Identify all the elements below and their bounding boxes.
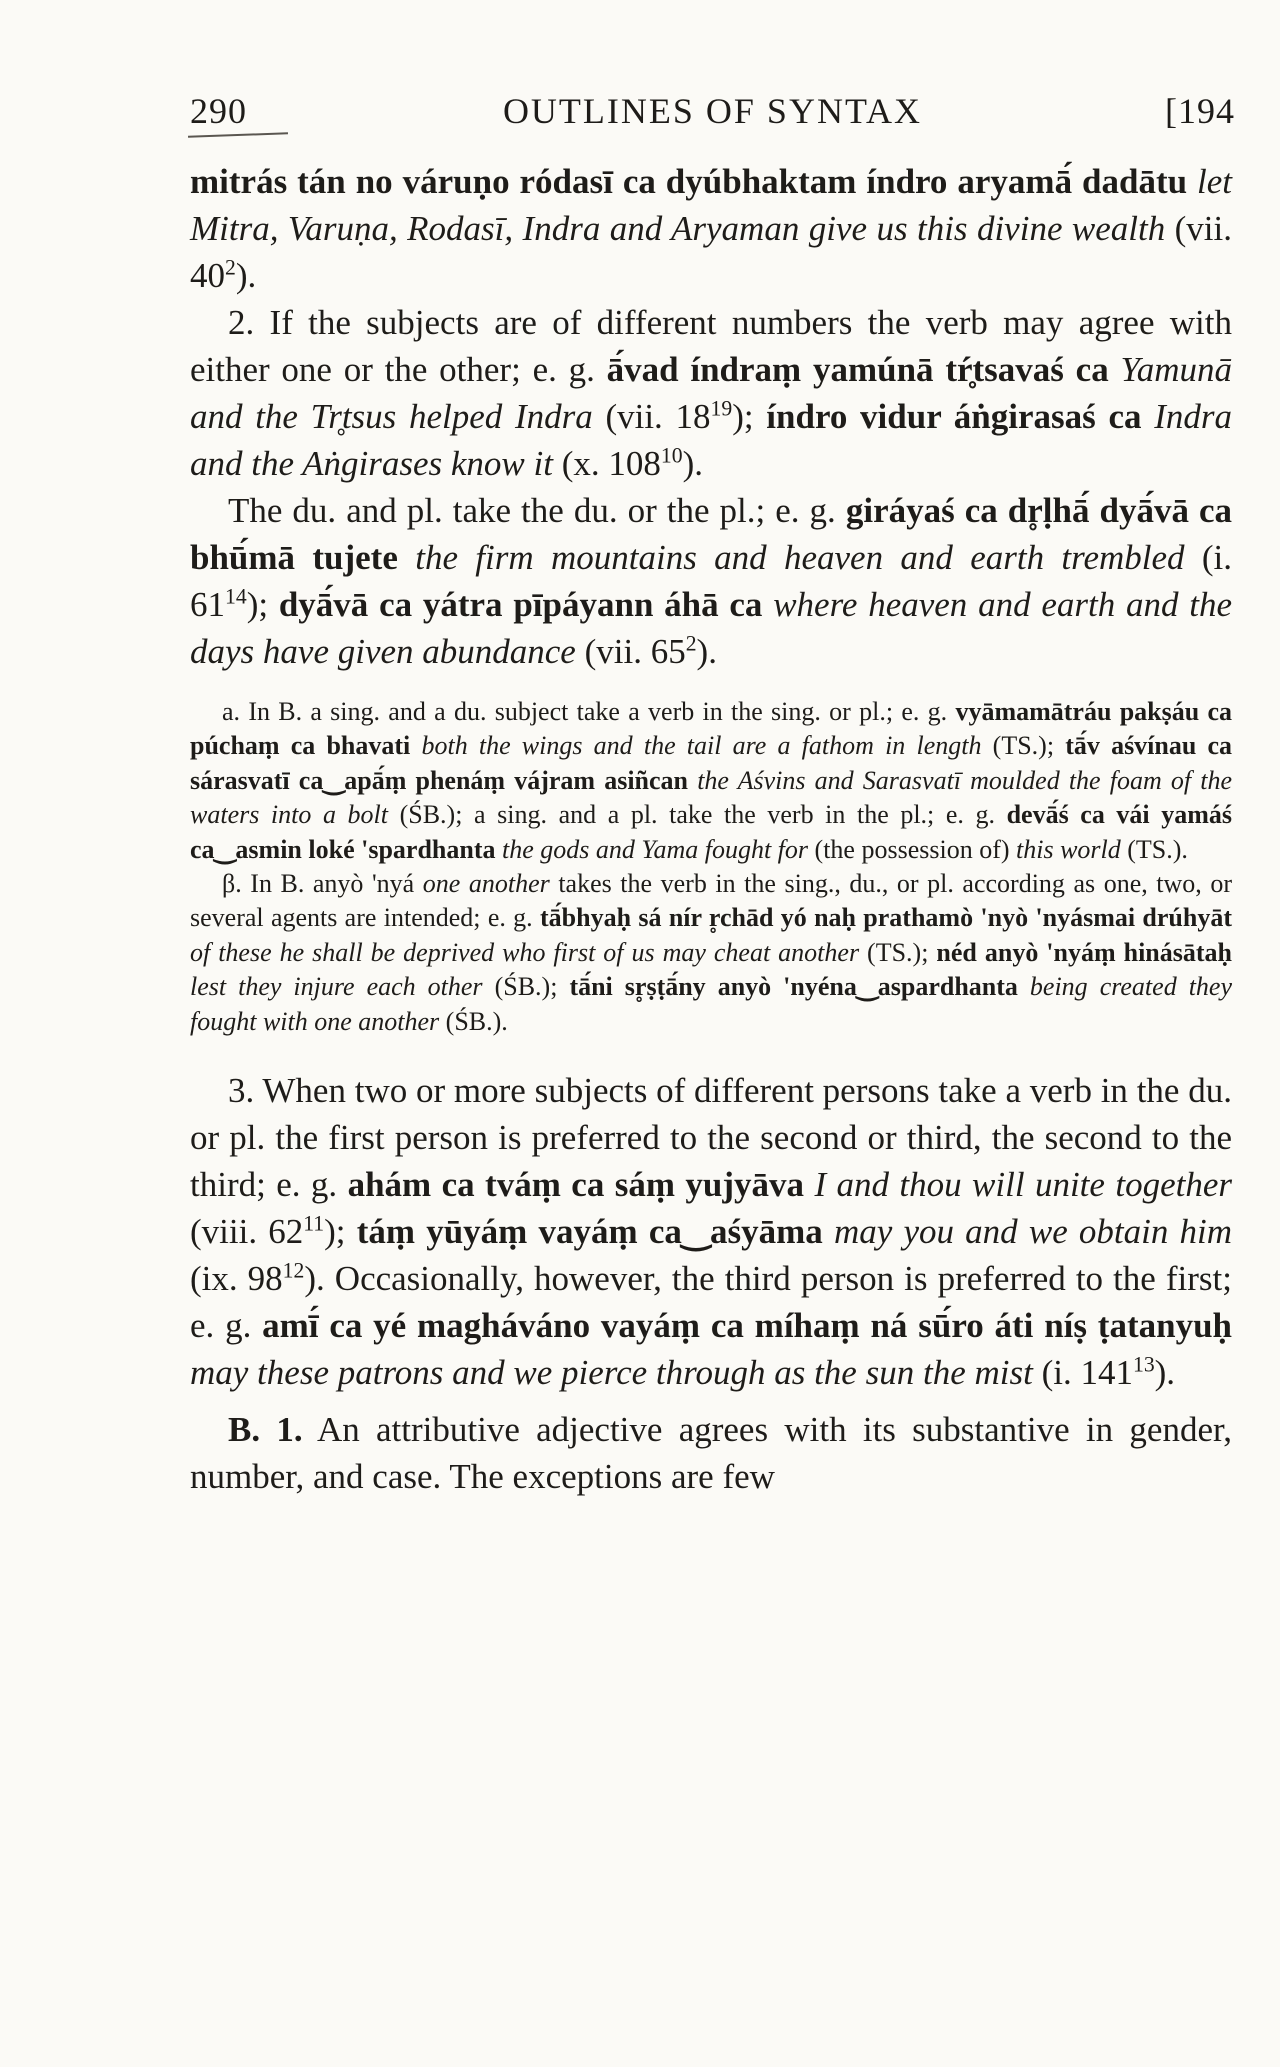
translation-text: may these patrons and we pierce through as the sun the mist	[190, 1353, 1033, 1393]
translation-text: being created they fought with one another	[190, 972, 1233, 1036]
citation: (x. 108	[561, 444, 661, 483]
translation-text: the Aśvins and Sarasvatī moulded the foam of the waters into a bolt	[190, 765, 1233, 830]
sanskrit-text: ahám ca tváṃ ca sáṃ yujyāva	[347, 1165, 805, 1205]
punctuation: ).	[1154, 1353, 1176, 1393]
sanskrit-text: amī́ ca yé magháváno vayáṃ ca míhaṃ ná sū́ro áti níṣ ṭatanyuḥ	[262, 1306, 1233, 1346]
sanskrit-text: índro vidur áṅgirasaś ca	[766, 397, 1142, 436]
citation-sup: 2	[685, 631, 697, 656]
citation-sup: 14	[225, 584, 247, 609]
punctuation: );	[246, 585, 269, 624]
translation-text: the gods and Yama fought for	[502, 834, 809, 864]
citation-sup: 19	[710, 396, 733, 421]
rule-text: 2. If the subjects are of different numbers the verb may agree with either one or the other; e. g.	[190, 303, 1232, 389]
sanskrit-text: néd anyò 'nyáṃ hinásātaḥ	[936, 937, 1232, 967]
paragraph-rule-b1	[190, 1406, 1232, 1500]
rule-text: 3. When two or more subjects of different persons take a verb in the du. or pl. the first person is preferred to the second or third, the second to the third; e. g.	[190, 1071, 1232, 1205]
note-text: takes the verb in the sing., du., or pl. according as one, two, or several agents are intended; e. g.	[190, 869, 1233, 933]
sanskrit-text: mitrás tán no váruṇo ródasī ca dyúbhaktam índro aryamā́ dadātu	[190, 162, 1188, 201]
citation-sup: 12	[282, 1258, 305, 1283]
sanskrit-text: devā́ś ca vái yamáś ca‿asmin loké 'spardhanta	[190, 800, 1232, 864]
translation-text: where heaven and earth and the days have given abundance	[190, 585, 1232, 671]
paragraph-rule-3	[190, 1067, 1232, 1396]
translation-text: I and thou will unite together	[814, 1165, 1232, 1205]
sanskrit-text: ā́vad índraṃ yamúnā tŕ̥tsavaś ca	[606, 350, 1109, 389]
paragraph-dual-plural	[190, 487, 1232, 675]
sanskrit-text: giráyaś ca dr̥ḷhā́ dyā́vā ca bhū́mā tujete	[190, 491, 1233, 577]
note-beta	[190, 867, 1232, 1039]
sanskrit-text: tā́bhyaḥ sá nír r̥chād yó naḥ prathamò 'nyò 'nyásmai drúhyāt	[540, 903, 1232, 933]
translation-text: both the wings and the tail are a fathom in length	[421, 731, 982, 761]
rule-text: An attributive adjective agrees with its substantive in gender, number, and case. The exceptions are few	[190, 1410, 1232, 1497]
citation-sup: 13	[1132, 1352, 1155, 1377]
translation-text: Yamunā and the Tr̥tsus helped Indra	[190, 350, 1233, 436]
punctuation: );	[324, 1212, 346, 1252]
citation: (TS.).	[1127, 834, 1188, 864]
citation: (vii. 65	[584, 632, 686, 671]
note-text: (ŚB.); a sing. and a pl. take the verb in the pl.; e. g.	[399, 800, 995, 830]
translation-text: may you and we obtain him	[833, 1212, 1233, 1252]
punctuation: );	[732, 397, 754, 436]
page-header	[190, 82, 1235, 142]
citation: (i. 141	[1041, 1353, 1133, 1393]
punctuation: ).	[235, 256, 257, 295]
sanskrit-text: dyā́vā ca yátra pīpáyann áhā ca	[278, 585, 763, 624]
translation-text: this world	[1016, 834, 1121, 864]
translation-text: the firm mountains and heaven and earth trembled	[415, 538, 1185, 577]
note-alpha	[190, 695, 1232, 867]
citation: (ŚB.);	[494, 972, 558, 1002]
paragraph-example-mitra	[190, 158, 1232, 299]
translation-text: one another	[422, 869, 550, 899]
sanskrit-text: tā́ni sr̥ṣṭā́ny anyò 'nyéna‿aspardhanta	[569, 972, 1018, 1002]
sanskrit-text: táṃ yūyáṃ vayáṃ ca‿aśyāma	[356, 1212, 823, 1252]
punctuation: ).	[696, 632, 717, 671]
sanskrit-text: tā́v aśvínau ca sárasvatī ca‿apā́ṃ phenáṃ vájram asiñcan	[190, 731, 1233, 795]
citation: (vii. 40	[190, 209, 1233, 295]
sanskrit-text: vyāmamātráu pakṣáu ca púchaṃ ca bhavati	[190, 697, 1233, 761]
page-number: 290	[190, 91, 247, 131]
paragraph-rule-2	[190, 299, 1232, 487]
translation-text: of these he shall be deprived who first of us may cheat another	[190, 937, 860, 967]
translation-text: Indra and the Aṅgirases know it	[190, 397, 1232, 483]
citation: (vii. 18	[605, 397, 711, 436]
running-title: OUTLINES OF SYNTAX	[502, 91, 923, 131]
citation-sup: 2	[225, 255, 236, 280]
note-text: (the possession of)	[814, 834, 1010, 864]
citation: (ix. 98	[190, 1259, 283, 1299]
page-number-underline	[188, 132, 288, 137]
note-text: β. In B. anyò 'nyá	[222, 869, 415, 899]
note-text: a. In B. a sing. and a du. subject take a verb in the sing. or pl.; e. g.	[222, 697, 948, 726]
citation: (ŚB.).	[445, 1006, 508, 1036]
page-body	[190, 158, 1232, 1500]
rule-text: ). Occasionally, however, the third person is preferred to the first; e. g.	[190, 1259, 1232, 1346]
citation-sup: 11	[303, 1211, 325, 1236]
punctuation: ).	[682, 444, 703, 483]
section-number: [194	[1165, 91, 1235, 131]
translation-text: let Mitra, Varuṇa, Rodasī, Indra and Aryaman give us this divine wealth	[190, 162, 1233, 248]
citation: (viii. 62	[190, 1212, 304, 1252]
section-label: B. 1.	[228, 1410, 303, 1450]
translation-text: lest they injure each other	[190, 972, 483, 1002]
citation-sup: 10	[660, 443, 683, 468]
citation: (TS.);	[867, 937, 929, 967]
citation: (i. 61	[190, 538, 1233, 624]
citation: (TS.);	[992, 731, 1055, 761]
rule-text: The du. and pl. take the du. or the pl.; e. g.	[228, 491, 836, 530]
